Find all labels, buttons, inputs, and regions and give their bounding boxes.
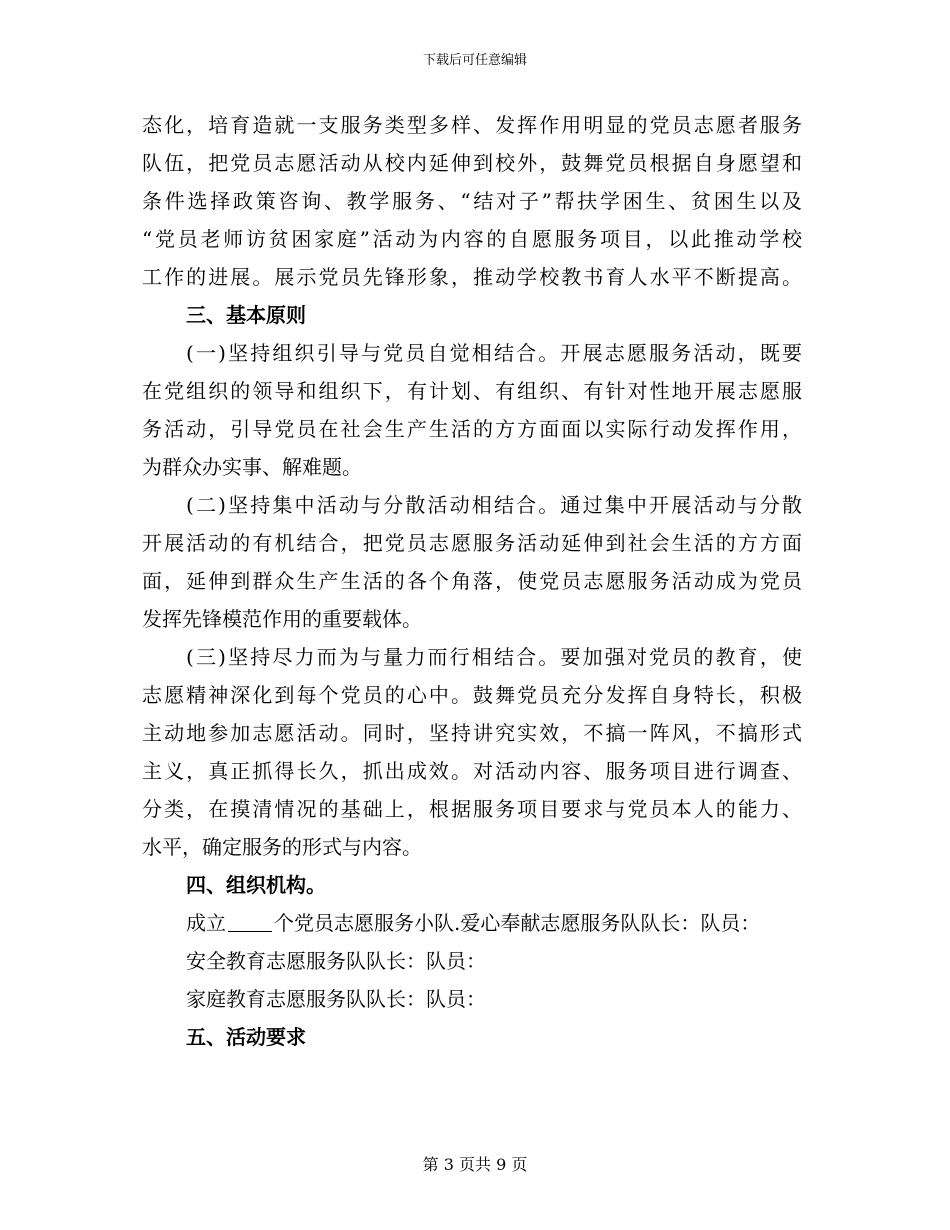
paragraph-line: (三)坚持尽力而为与量力而行相结合。要加强对党员的教育，使 xyxy=(186,645,802,669)
section-heading-5: 五、活动要求 xyxy=(186,1025,306,1049)
paragraph-line: 发挥先锋模范作用的重要载体。 xyxy=(142,607,422,631)
paragraph-line: 条件选择政策咨询、教学服务、“结对子”帮扶学困生、贫困生以及 xyxy=(142,189,802,213)
page-header: 下载后可任意编辑 xyxy=(422,53,527,68)
org-line xyxy=(142,904,802,942)
paragraph-line: 主义，真正抓得长久，抓出成效。对活动内容、服务项目进行调查、 xyxy=(142,759,802,783)
paragraph-line: 志愿精神深化到每个党员的心中。鼓舞党员充分发挥自身特长，积极 xyxy=(142,683,802,707)
paragraph-line: 务活动，引导党员在社会生产生活的方方面面以实际行动发挥作用， xyxy=(142,417,802,441)
paragraph-line: 在党组织的领导和组织下，有计划、有组织、有针对性地开展志愿服 xyxy=(142,379,802,403)
paragraph-line: 面，延伸到群众生产生活的各个角落，使党员志愿服务活动成为党员 xyxy=(142,569,802,593)
org-line-suffix: 个党员志愿服务小队.爱心奉献志愿服务队队长：队员： xyxy=(274,911,761,935)
fill-in-blank xyxy=(228,909,272,932)
org-line: 安全教育志愿服务队队长：队员： xyxy=(186,949,486,973)
section-heading-4: 四、组织机构。 xyxy=(186,873,326,897)
paragraph-line: 态化，培育造就一支服务类型多样、发挥作用明显的党员志愿者服务 xyxy=(142,113,802,137)
paragraph-line: 为群众办实事、解难题。 xyxy=(142,455,362,479)
paragraph-line: 主动地参加志愿活动。同时，坚持讲究实效，不搞一阵风，不搞形式 xyxy=(142,721,802,745)
paragraph-line: “党员老师访贫困家庭”活动为内容的自愿服务项目，以此推动学校 xyxy=(142,227,802,251)
paragraph-line: 工作的进展。展示党员先锋形象，推动学校教书育人水平不断提高。 xyxy=(142,265,802,289)
paragraph-line: 队伍，把党员志愿活动从校内延伸到校外，鼓舞党员根据自身愿望和 xyxy=(142,151,802,175)
paragraph-line: (一)坚持组织引导与党员自觉相结合。开展志愿服务活动，既要 xyxy=(186,341,802,365)
paragraph-line: 水平，确定服务的形式与内容。 xyxy=(142,835,422,859)
paragraph-line: 开展活动的有机结合，把党员志愿服务活动延伸到社会生活的方方面 xyxy=(142,531,802,555)
paragraph-line: (二)坚持集中活动与分散活动相结合。通过集中开展活动与分散 xyxy=(186,493,802,517)
paragraph-line: 分类，在摸清情况的基础上，根据服务项目要求与党员本人的能力、 xyxy=(142,797,802,821)
org-line: 家庭教育志愿服务队队长：队员： xyxy=(186,987,486,1011)
document-body xyxy=(142,106,802,1056)
section-heading-3: 三、基本原则 xyxy=(186,303,306,327)
page-footer: 第 3 页共 9 页 xyxy=(422,1155,528,1174)
org-line-prefix: 成立 xyxy=(186,911,226,935)
